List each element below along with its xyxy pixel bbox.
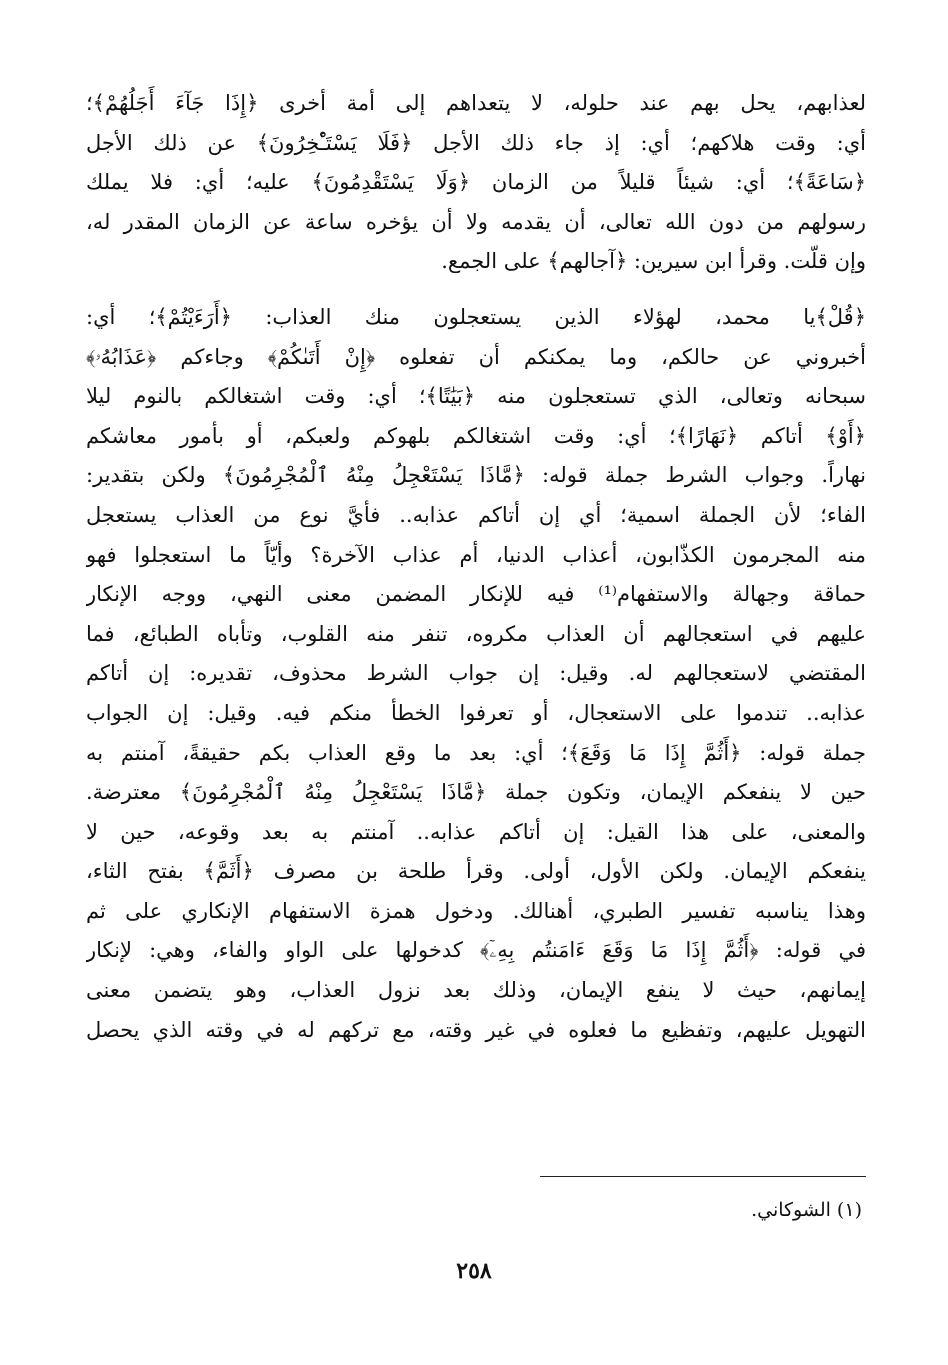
text-line: نهاراً. وجواب الشرط جملة قوله: ﴿مَّاذَا يَسْتَعْجِلُ مِنْهُ ٱلْمُجْرِمُونَ﴾ ولكن بتقدير: bbox=[86, 463, 866, 488]
text-line: ﴿أَوْ﴾ أتاكم ﴿نَهَارًا﴾؛ أي: وقت اشتغالكم بلهوكم ولعبكم، أو بأمور معاشكم bbox=[86, 423, 866, 448]
text-line: سبحانه وتعالى، الذي تستعجلون منه ﴿بَيَٰتًا﴾؛ أي: وقت اشتغالكم بالنوم ليلا bbox=[86, 384, 866, 409]
text-line: عذابه.. تندموا على الاستعجال، أو تعرفوا الخطأ منكم فيه. وقيل: إن الجواب bbox=[86, 700, 866, 725]
text-line: ﴿قُلْ﴾يا محمد، لهؤلاء الذين يستعجلون منك العذاب: ﴿أَرَءَيْتُمْ﴾؛ أي: bbox=[86, 304, 866, 329]
footnote-divider bbox=[540, 1176, 866, 1177]
page-number: ٢٥٨ bbox=[456, 1258, 492, 1284]
paragraph-gap bbox=[86, 282, 866, 298]
text-line: الفاء؛ لأن الجملة اسمية؛ أي إن أتاكم عذابه.. فأيَّ نوع من العذاب يستعجل bbox=[86, 502, 866, 527]
text-line: منه المجرمون الكذّابون، أعذاب الدنيا، أم عذاب الآخرة؟ وأيّاً ما استعجلوا فهو bbox=[86, 542, 866, 567]
paragraph-1 bbox=[86, 84, 866, 282]
text-line: أخبروني عن حالكم، وما يمكنكم أن تفعلوه ﴿إِنْ أَتَىٰكُمْ﴾ وجاءكم ﴿عَذَابُهُۥ﴾ bbox=[86, 344, 866, 369]
text-line: التهويل عليهم، وتفظيع ما فعلوه في غير وقته، مع تركهم له في وقته الذي يحصل bbox=[86, 1017, 866, 1042]
text-line: جملة قوله: ﴿أَثُمَّ إِذَا مَا وَقَعَ﴾؛ أي: بعد ما وقع العذاب بكم حقيقةً، آمنتم به bbox=[86, 740, 866, 765]
text-line: والمعنى، على هذا القيل: إن أتاكم عذابه.. آمنتم به بعد وقوعه، حين لا bbox=[86, 819, 866, 844]
text-line: عليهم في استعجالهم أن العذاب مكروه، تنفر منه القلوب، وتأباه الطبائع، فما bbox=[86, 621, 866, 646]
text-line: ينفعكم الإيمان. ولكن الأول، أولى. وقرأ طلحة بن مصرف ﴿أَثَمَّ﴾ بفتح الثاء، bbox=[86, 859, 866, 884]
text-line: أي: وقت هلاكهم؛ أي: إذ جاء ذلك الأجل ﴿فَلَا يَسْتَـْٔخِرُونَ﴾ عن ذلك الأجل bbox=[86, 130, 866, 155]
text-line: رسولهم من دون الله تعالى، أن يقدمه ولا أن يؤخره ساعة عن الزمان المقدر له، bbox=[86, 209, 866, 234]
text-line: المقتضي لاستعجالهم له. وقيل: إن جواب الشرط محذوف، تقديره: إن أتاكم bbox=[86, 661, 866, 686]
text-line: ﴿سَاعَةً﴾؛ أي: شيئاً قليلاً من الزمان ﴿وَلَا يَسْتَقْدِمُونَ﴾ عليه؛ أي: فلا يملك bbox=[86, 170, 866, 195]
footnote: (١) الشوكاني. bbox=[751, 1199, 862, 1221]
text-line: حين لا ينفعكم الإيمان، وتكون جملة ﴿مَّاذَا يَسْتَعْجِلُ مِنْهُ ٱلْمُجْرِمُونَ﴾ معترضة. bbox=[86, 780, 866, 805]
text-line: لعذابهم، يحل بهم عند حلوله، لا يتعداهم إلى أمة أخرى ﴿إِذَا جَآءَ أَجَلُهُمْ﴾؛ bbox=[86, 91, 866, 115]
text-line: في قوله: ﴿أَثُمَّ إِذَا مَا وَقَعَ ءَامَنتُم بِهِۦٓ﴾ كدخولها على الواو والفاء، وهي: لإنكار bbox=[86, 938, 866, 963]
paragraph-2 bbox=[86, 298, 866, 1050]
text-line: وإن قلّت. وقرأ ابن سيرين: ﴿آجالهم﴾ على الجمع. bbox=[441, 249, 866, 274]
text-line: إيمانهم، حيث لا ينفع الإيمان، وذلك بعد نزول العذاب، وهو يتضمن معنى bbox=[86, 978, 866, 1003]
text-line: حماقة وجهالة والاستفهام⁽¹⁾ فيه للإنكار المضمن معنى النهي، ووجه الإنكار bbox=[86, 582, 866, 607]
main-text bbox=[86, 84, 866, 1050]
text-line: وهذا يناسبه تفسير الطبري، أهنالك. ودخول همزة الاستفهام الإنكاري على ثم bbox=[86, 898, 866, 923]
